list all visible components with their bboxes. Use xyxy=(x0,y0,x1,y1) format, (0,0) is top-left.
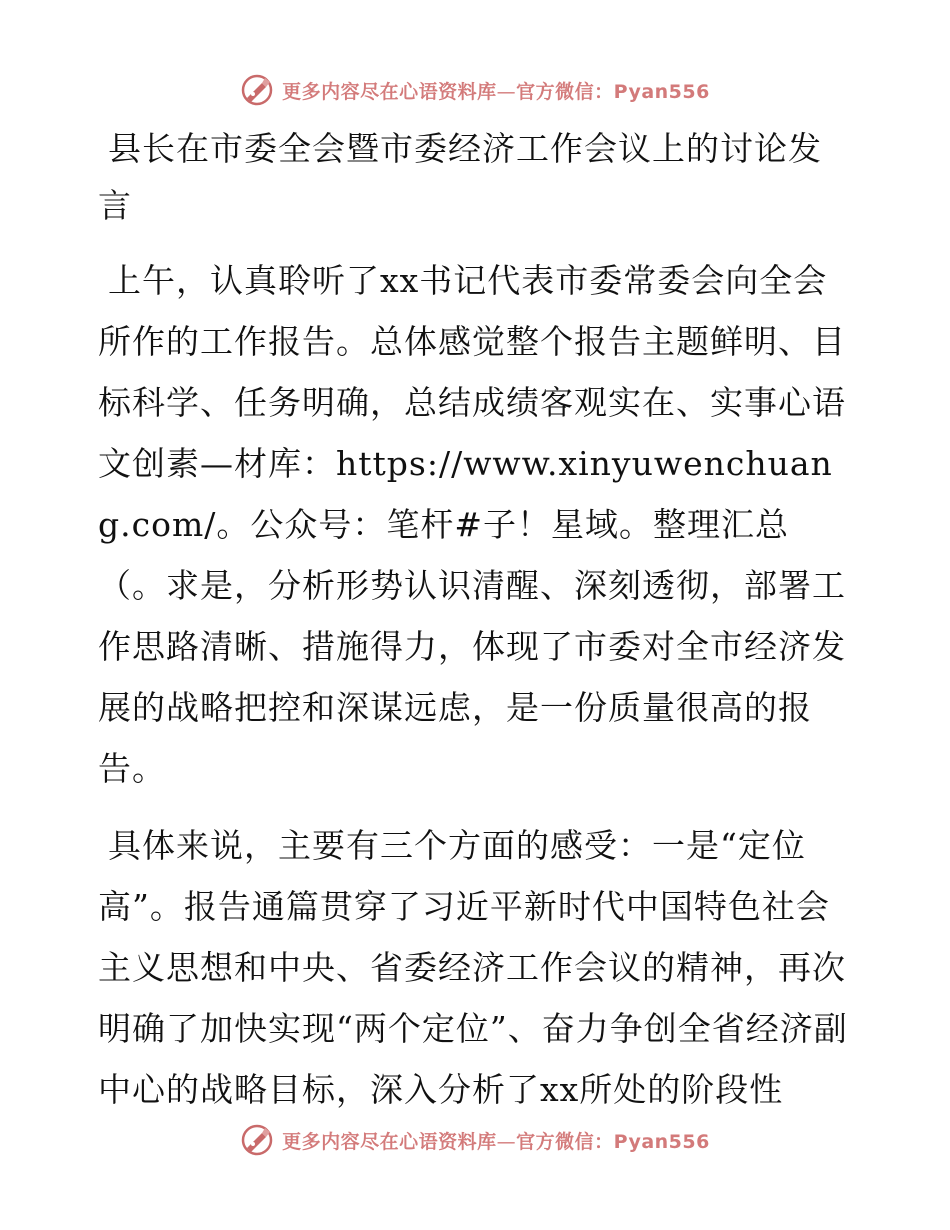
watermark-site-name: 更多内容尽在心语资料库 xyxy=(282,1130,497,1153)
document-body xyxy=(98,120,848,1120)
watermark-account: Pyan556 xyxy=(613,80,710,103)
watermark-label: 官方微信： xyxy=(516,80,614,103)
paragraph-2: 具体来说，主要有三个方面的感受：一是“定位高”。报告通篇贯穿了习近平新时代中国特色社会主义思想和中央、省委经济工作会议的精神，再次明确了加快实现“两个定位”、奋力争创全省经济副中心的战略目标，深入分析了xx所处的阶段性 xyxy=(98,826,848,1109)
watermark-dash: — xyxy=(496,80,517,103)
pen-logo-icon xyxy=(240,73,274,107)
watermark-dash: — xyxy=(496,1130,517,1153)
paragraph-1: 上午，认真聆听了xx书记代表市委常委会向全会所作的工作报告。总体感觉整个报告主题鲜明、目标科学、任务明确，总结成绩客观实在、实事心语文创素—材库：https://www.xinyuwenchuang.com/。公众号：笔杆#子！星域。整理汇总（。求是，分析形势认识清醒、深刻透彻，部署工作思路清晰、措施得力，体现了市委对全市经济发展的战略把控和深谋远虑，是一份质量很高的报告。 xyxy=(98,261,846,788)
pen-logo-icon xyxy=(240,1123,274,1157)
watermark-account: Pyan556 xyxy=(613,1130,710,1153)
document-title: 县长在市委全会暨市委经济工作会议上的讨论发言 xyxy=(98,129,822,225)
watermark-label: 官方微信： xyxy=(516,1130,614,1153)
header-watermark xyxy=(0,70,950,110)
watermark-text xyxy=(282,1127,710,1154)
watermark-text xyxy=(282,77,710,104)
footer-watermark xyxy=(0,1120,950,1160)
watermark-site-name: 更多内容尽在心语资料库 xyxy=(282,80,497,103)
